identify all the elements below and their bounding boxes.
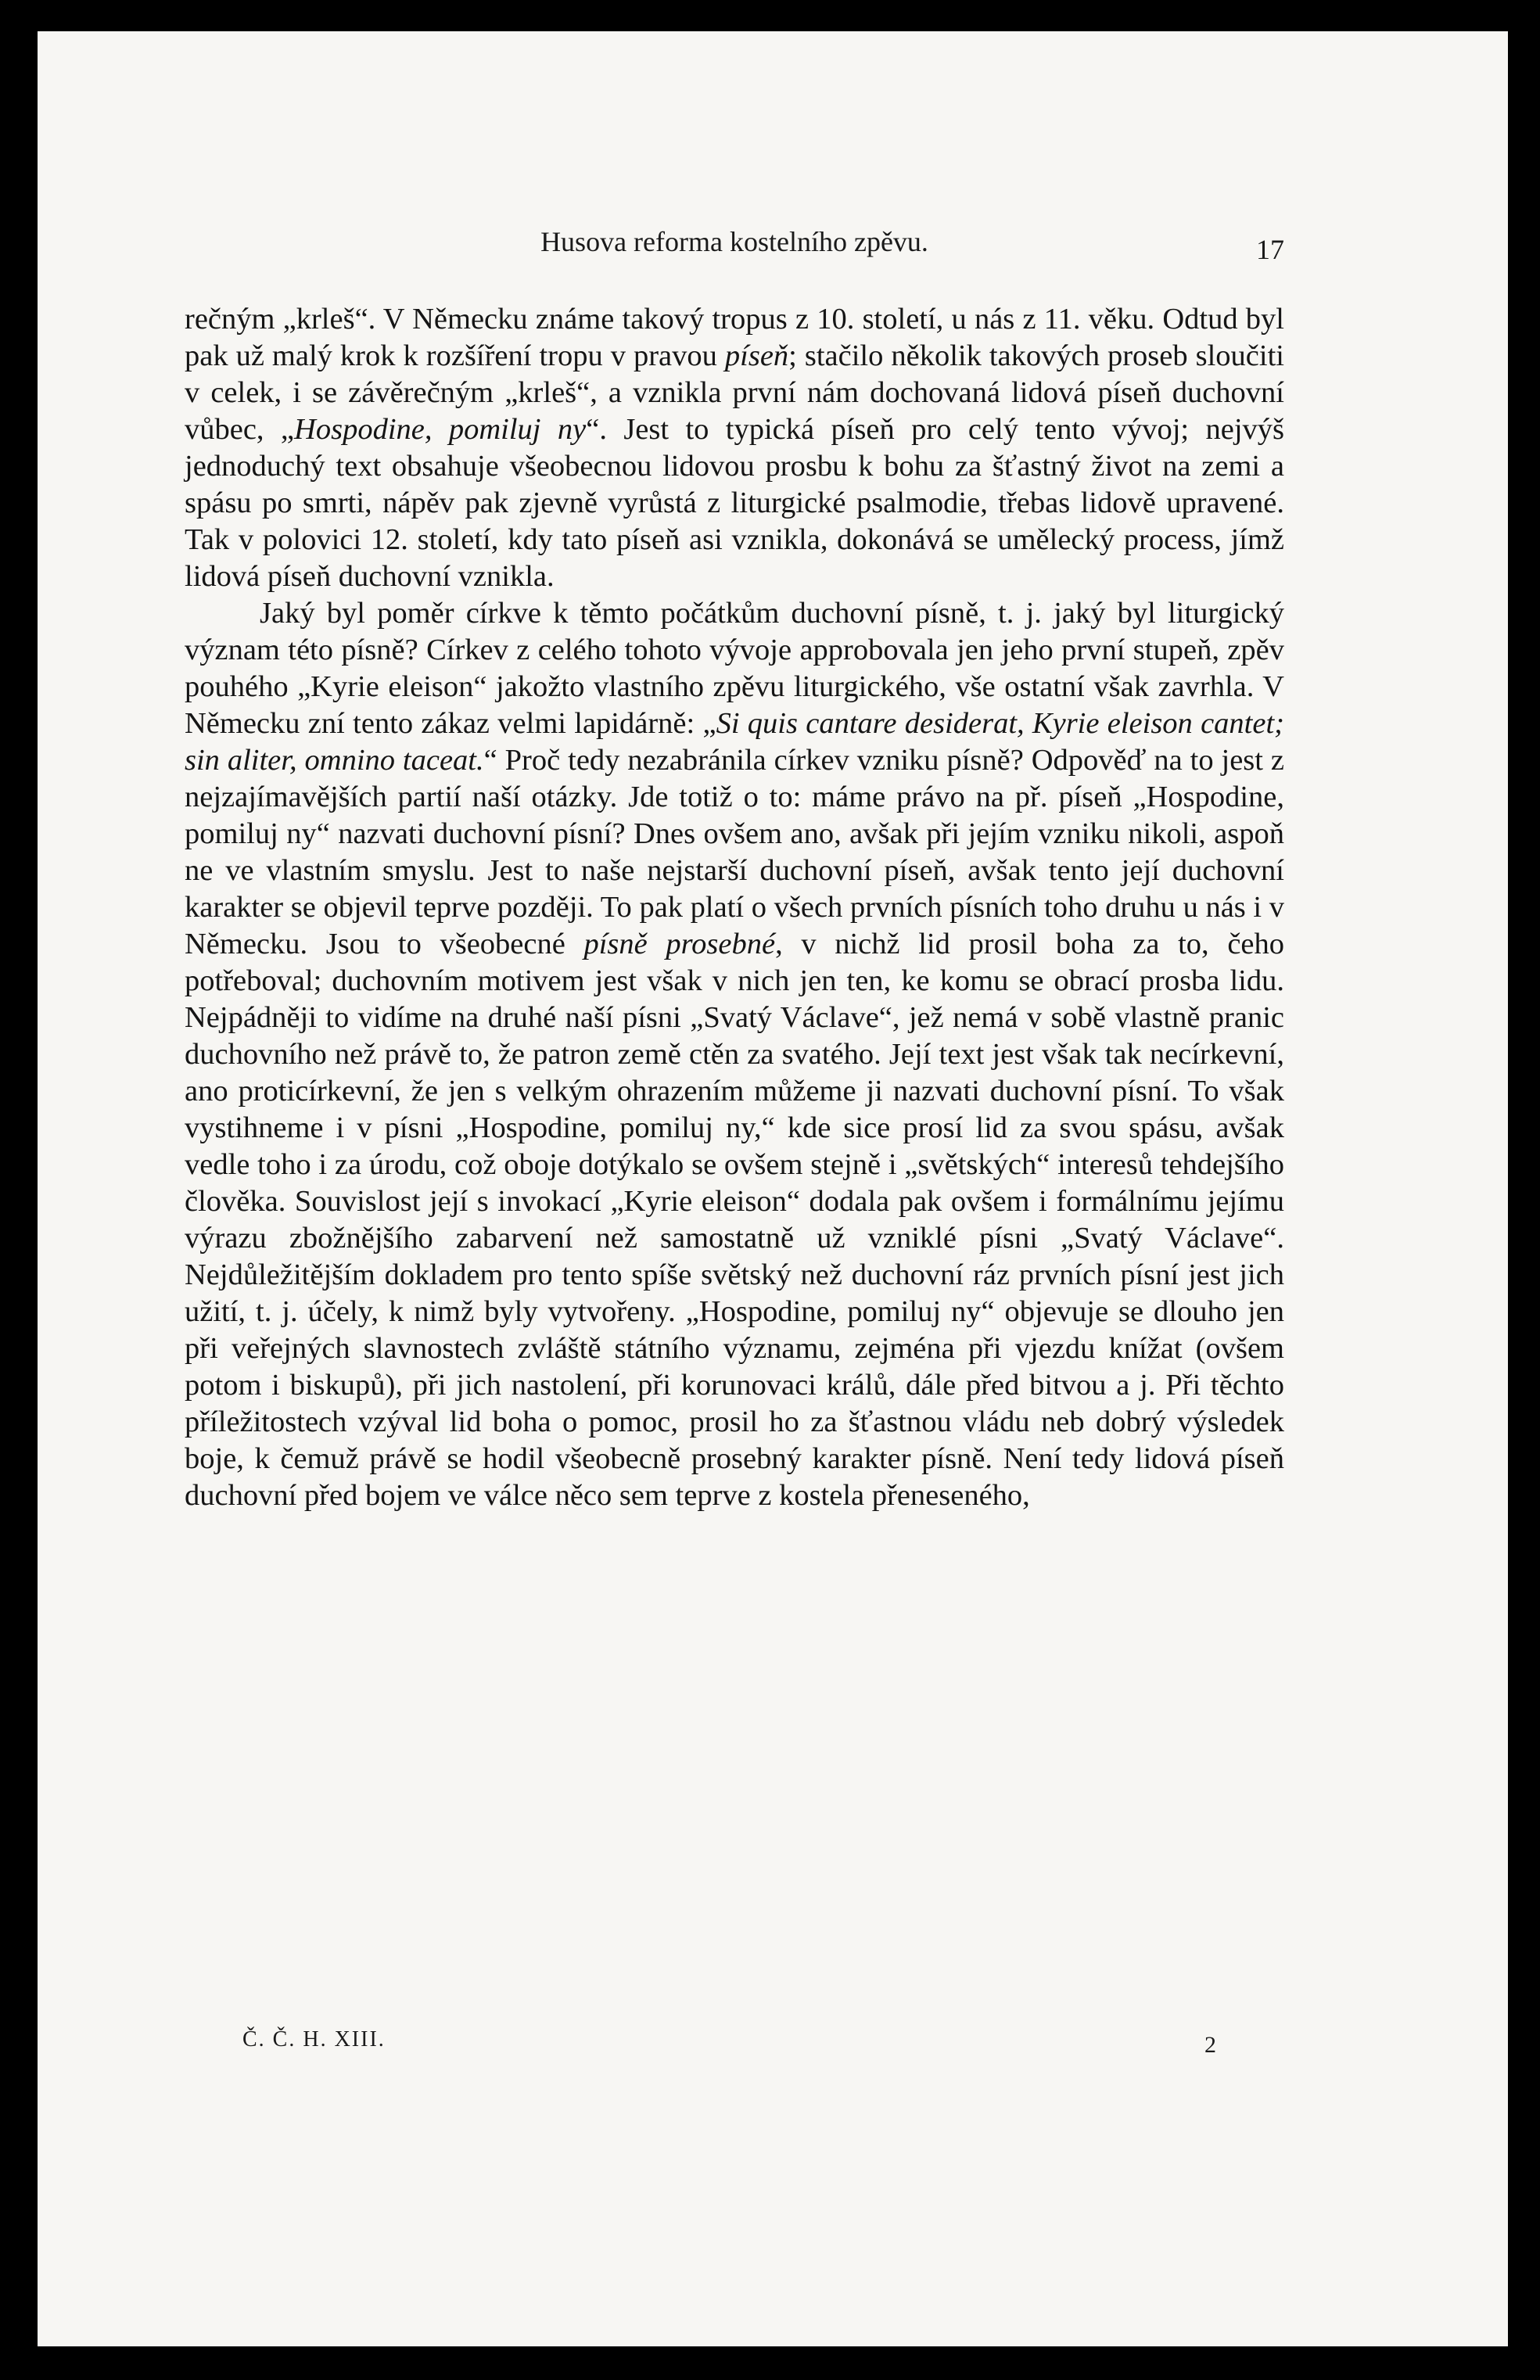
text-run: Jaký byl poměr církve k těmto počátkům duchovní písně, t. j. jaký byl liturgický význam této písně? Církev z celého tohoto vývoje approbovala jen jeho první stupeň, zpěv pouhého „Kyrie eleison“ jakožto vlastního zpěvu liturgického, vše ostatní však zavrhla. V Německu zní tento zákaz velmi lapidárně: „ [185, 597, 1284, 740]
paragraph [185, 301, 1284, 595]
text-run: “ Proč tedy nezabránila církev vzniku písně? Odpověď na to jest z nejzajímavějších partií naší otázky. Jde totiž o to: máme právo na př. píseň „Hospodine, pomiluj ny“ nazvati duchovní písní? Dnes ovšem ano, avšak při jejím vzniku nikoli, aspoň ne ve vlastním smyslu. Jest to naše nejstarší duchovní píseň, avšak tento její duchovní karakter se objevil teprve později. To pak platí o všech prvních písních toho druhu u nás i v Německu. Jsou to všeobecné [185, 744, 1284, 960]
italic-song-title: Hospodine, pomiluj ny [294, 413, 587, 446]
sheet-number: 2 [1204, 2032, 1216, 2058]
text-run: “. Jest to typická píseň pro celý tento vývoj; nejvýš jednoduchý text obsahuje všeobecnou lidovou prosbu k bohu za šťastný život na zemi a spásu po smrti, nápěv pak zjevně vyrůstá z liturgické psalmodie, třebas lidově upravené. Tak v polovici 12. století, kdy tato píseň asi vznikla, dokonává se umělecký process, jímž lidová píseň duchovní vznikla. [185, 413, 1284, 593]
text-run: rečným „krleš“. V Německu známe takový tropus z 10. století, u nás z 11. věku. Odtud byl pak už malý krok k rozšíření tropu v pravou [185, 303, 1284, 372]
italic-term: písně prosebné [583, 928, 776, 960]
printer-signature: Č. Č. H. XIII. [242, 2027, 386, 2052]
paragraph [185, 595, 1284, 1514]
text-run: ; stačilo několik takových proseb sloučiti v celek, i se závěrečným „krleš“, a vznikla první nám dochovaná lidová píseň duchovní vůbec, „ [185, 339, 1284, 446]
running-head [185, 225, 1284, 263]
page-number: 17 [1256, 234, 1284, 265]
text-run: , v nichž lid prosil boha za to, čeho potřeboval; duchovním motivem jest však v nich jen ten, ke komu se obrací prosba lidu. Nejpádněji to vidíme na druhé naší písni „Svatý Václave“, jež nemá v sobě vlastně pranic duchovního než právě to, že patron země ctěn za svatého. Její text jest však tak necírkevní, ano proticírkevní, že jen s velkým ohrazením můžeme ji nazvati duchovní písní. To však vystihneme i v písni „Hospodine, pomiluj ny,“ kde sice prosí lid za svou spásu, avšak vedle toho i za úrodu, což oboje dotýkalo se ovšem stejně i „světských“ interesů tehdejšího člověka. Souvislost její s invokací „Kyrie eleison“ dodala pak ovšem i formálnímu jejímu výrazu zbožnějšího zabarvení než samostatně už vzniklé písni „Svatý Václave“. Nejdůležitějším dokladem pro tento spíše světský než duchovní ráz prvních písní jest jich užití, t. j. účely, k nimž byly vytvořeny. „Hospodine, pomiluj ny“ objevuje se dlouho jen při veřejných slavnostech zvláště státního významu, zejména při vjezdu knížat (ovšem potom i biskupů), při jich nastolení, při korunovaci králů, dále před bitvou a j. Při těchto příležitostech vzýval lid boha o pomoc, prosil ho za šťastnou vládu neb dobrý výsledek boje, k čemuž právě se hodil všeobecně prosebný karakter písně. Není tedy lidová píseň duchovní před bojem ve válce něco sem teprve z kostela přeneseného, [185, 928, 1284, 1512]
body-text [185, 301, 1284, 1514]
italic-term: píseň [724, 339, 789, 372]
running-title: Husova reforma kostelního zpěvu. [540, 226, 928, 257]
italic-latin-quote: Si quis cantare desiderat, Kyrie eleison cantet; sin aliter, omnino taceat. [185, 707, 1284, 777]
